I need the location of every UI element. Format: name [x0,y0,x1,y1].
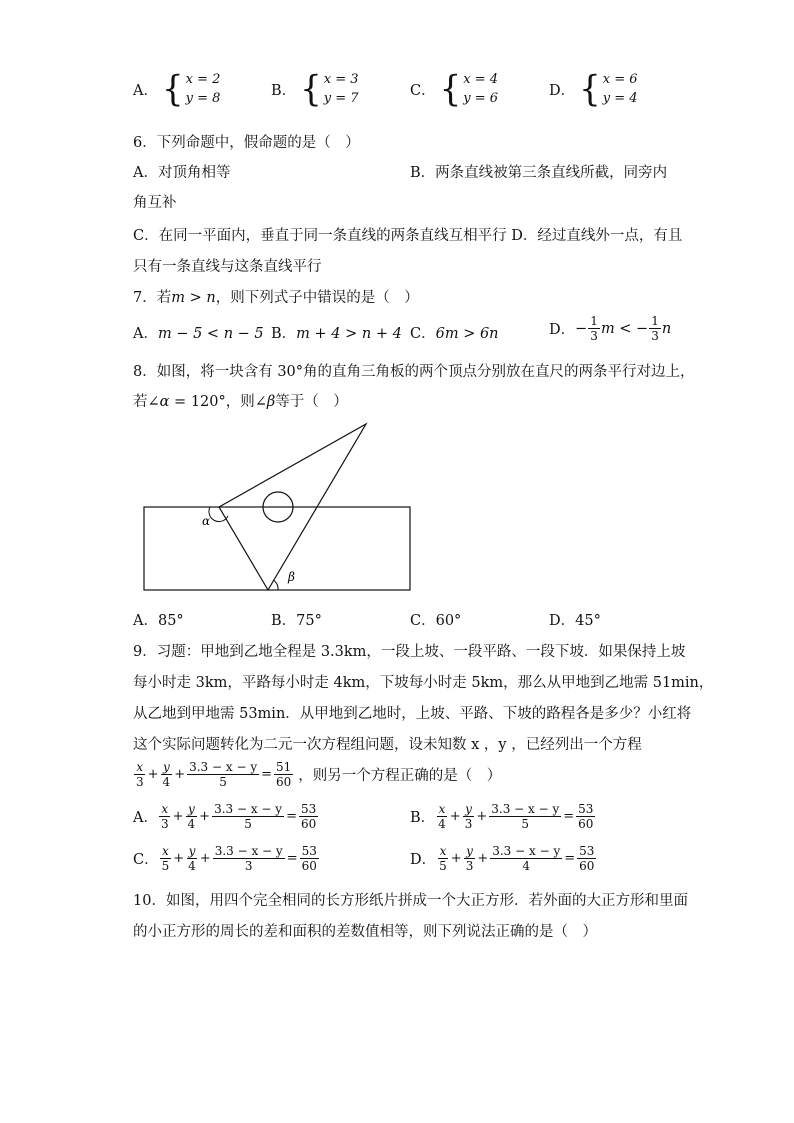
eq-x: x = 4 [463,72,499,87]
denominator: 3 [464,817,473,831]
denominator: 4 [188,859,196,873]
option-label: D． [549,322,576,338]
denominator: 3 [136,775,144,789]
option-label: A． [133,326,158,342]
eq-x: x = 3 [323,72,359,87]
q5-option-b: B． { x = 3 y = 7 [271,68,359,110]
q8-option-a: A．85° [133,613,184,629]
numerator: 53 [579,844,595,858]
numerator: y [465,802,472,816]
eq-y: y = 6 [463,91,499,106]
option-expr: m + 4 > n + 4 [296,326,402,342]
q7-option-b [271,322,402,343]
q7-stem-pre: 7．若 [133,290,172,306]
q9-line1: 9．习题：甲地到乙地全程是 3.3km，一段上坡、一段平路、一段下坡．如果保持上坡 [133,644,686,660]
option-label: A． [133,82,158,99]
q9-given-equation [133,760,501,789]
eq-y: y = 4 [602,91,638,106]
denominator: 4 [162,775,171,789]
denominator: 5 [521,817,530,831]
alpha-symbol: α [159,394,170,410]
eq-x: x = 6 [602,72,638,87]
q5-option-d: D． { x = 6 y = 4 [549,68,638,110]
numerator: x [136,760,144,774]
denominator: 5 [219,775,227,789]
option-label: B． [271,326,297,342]
eq-y: y = 8 [185,91,221,106]
q6-option-c: C．在同一平面内，垂直于同一条直线的两条直线互相平行 D．经过直线外一点，有且 [133,228,683,244]
alpha-label: α [202,514,211,528]
numerator: y [187,802,195,816]
numerator: 51 [276,760,292,774]
option-expr: m − 5 < n − 5 [157,326,264,342]
numerator: x [162,844,169,858]
q10-line2: 的小正方形的周长的差和面积的差数值相等，则下列说法正确的是（ ） [133,924,597,940]
numerator: 3.3 − x − y [189,760,258,774]
q9-option-b [410,802,596,831]
fraction-one-third: $\frac{1}{3}$ [590,314,598,343]
minus-sign: − [575,320,588,337]
option-expr: 6m > 6n [435,326,499,342]
eq-y: y = 7 [323,91,359,106]
numerator: y [162,760,170,774]
denominator: 5 [161,859,170,873]
beta-symbol: β [266,394,276,410]
alpha-arc [209,507,228,522]
denominator: 3 [244,859,253,873]
q6-option-b: B．两条直线被第三条直线所截，同旁内 [410,165,668,181]
ruler-triangle-figure [140,420,420,598]
q8-stem-line2 [133,390,348,411]
option-label: C． [410,82,436,99]
q7-stem [133,286,419,307]
q9-option-c [133,844,320,873]
q7-option-a [133,322,264,343]
q6-option-d-cont: 只有一条直线与这条直线平行 [133,259,322,275]
numerator: 53 [578,802,594,816]
q7-stem-post: ，则下列式子中错误的是（ ） [215,290,419,306]
q9-option-a [133,802,319,831]
q5-option-c: C． { x = 4 y = 6 [410,68,499,110]
q8-stem-line1: 8．如图，将一块含有 30°角的直角三角板的两个顶点分别放在直尺的两条平行对边上， [133,364,695,380]
equation: $\frac{x}{5}$ + $\frac{y}{4}$ + $\frac{3.3 - x - y}{3}$ = $\frac{53}{60}$ [161,844,317,873]
denominator: 60 [276,775,292,789]
numerator: 3.3 − x − y [492,844,561,858]
ruler-rectangle [144,507,410,590]
denominator: 60 [578,817,594,831]
option-label: D． [410,852,437,868]
denominator: 4 [187,817,196,831]
q7-option-c [410,322,499,343]
q10-line1: 10．如图，用四个完全相同的长方形纸片拼成一个大正方形．若外面的大正方形和里面 [133,893,688,909]
equation: $\frac{x}{3}$ + $\frac{y}{4}$ + $\frac{3.3 - x - y}{5}$ = $\frac{53}{60}$ [160,802,317,831]
q8-text: 若∠ [133,394,160,410]
beta-label: β [288,570,295,584]
numerator: 53 [300,802,317,816]
q9-option-d [410,844,597,873]
numerator: y [466,844,473,858]
q8-option-c: C．60° [410,613,462,629]
denominator: 5 [439,859,447,873]
q8-option-d: D．45° [549,613,601,629]
q6-option-b-cont: 角互补 [133,195,177,211]
denominator: 60 [579,859,595,873]
numerator: 3.3 − x − y [214,802,283,816]
denominator: 5 [244,817,252,831]
option-label: B． [271,82,297,99]
numerator: 53 [301,844,317,858]
q5-option-a: A． { x = 2 y = 8 [133,68,221,110]
denominator: 3 [160,817,169,831]
equation: $\frac{x}{3}$ + $\frac{y}{4}$ + $\frac{3.3 - x - y}{5}$ = $\frac{51}{60}$ [136,760,292,789]
q9-line3: 从乙地到甲地需 53min．从甲地到乙地时，上坡、平路、下坡的路程各是多少？小红将 [133,706,692,722]
equation: $\frac{x}{4}$ + $\frac{y}{3}$ + $\frac{3.3 - x - y}{5}$ = $\frac{53}{60}$ [438,802,594,831]
denominator: 60 [300,817,317,831]
option-label: D． [549,82,576,99]
equation: $\frac{x}{5}$ + $\frac{y}{3}$ + $\frac{3.3 - x - y}{4}$ = $\frac{53}{60}$ [439,844,595,873]
option-label: C． [133,852,159,868]
option-expr-mid: m < − [600,320,649,337]
numerator: y [188,844,196,858]
eq-x: x = 2 [185,72,221,87]
numerator: x [161,802,169,816]
q8-option-b: B．75° [271,613,322,629]
q9-given-tail: ，则另一个方程正确的是（ ） [298,768,502,784]
q9-line2: 每小时走 3km，平路每小时走 4km，下坡每小时走 5km，那么从甲地到乙地需 51min， [133,675,714,691]
q7-option-d [549,314,671,343]
q6-option-a: A．对顶角相等 [133,165,231,181]
option-label: C． [410,326,436,342]
q8-text: 等于（ ） [275,394,348,410]
option-expr-end: n [661,320,672,337]
beta-arc [273,580,278,590]
q8-text: = 120°，则∠ [169,394,267,410]
numerator: 3.3 − x − y [491,802,560,816]
numerator: 3.3 − x − y [214,844,283,858]
denominator: 3 [465,859,474,873]
numerator: x [439,844,447,858]
option-label: B． [410,810,436,826]
q9-line4: 这个实际问题转化为二元一次方程组问题，设未知数 x ，y ，已经列出一个方程 [133,737,642,753]
q6-stem: 6．下列命题中，假命题的是（ ） [133,135,360,151]
fraction-one-third: $\frac{1}{3}$ [651,314,659,343]
denominator: 4 [522,859,531,873]
denominator: 60 [301,859,317,873]
option-label: A． [133,810,158,826]
numerator: x [438,802,446,816]
denominator: 4 [438,817,446,831]
q7-condition: m > n [171,290,216,306]
